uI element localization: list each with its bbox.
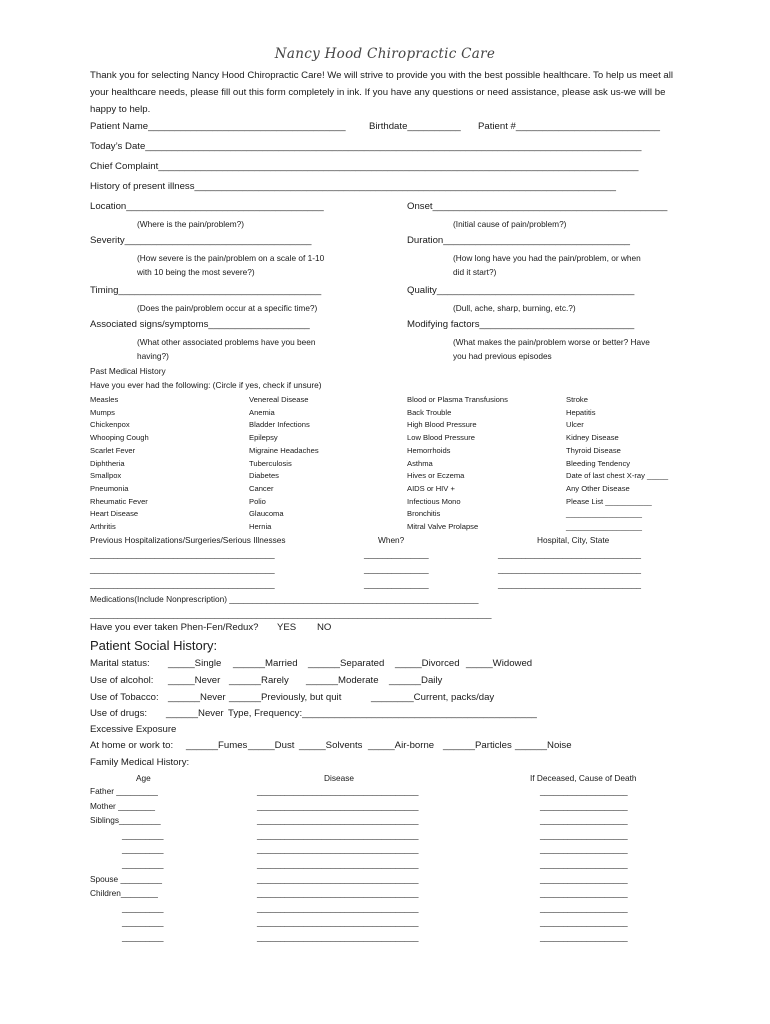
family-cause-of-death-line[interactable]: ___________________: [540, 888, 628, 899]
location-hint: (Where is the pain/problem?): [137, 219, 244, 229]
hospitalization-when-line[interactable]: ______________: [364, 564, 429, 574]
disease-option[interactable]: Arthritis: [90, 522, 116, 531]
disease-option[interactable]: Smallpox: [90, 471, 122, 481]
timing-hint: (Does the pain/problem occur at a specific time?): [137, 303, 318, 313]
disease-option[interactable]: Polio: [249, 496, 266, 506]
exposure-solvents-option[interactable]: _____Solvents: [299, 740, 363, 751]
tobacco-use-label: Use of Tobacco:: [90, 692, 159, 703]
disease-option[interactable]: Bladder Infections: [249, 420, 310, 430]
disease-option[interactable]: Glaucoma: [249, 509, 284, 519]
family-age-column-header: Age: [136, 773, 151, 783]
severity-hint-line2: with 10 being the most severe?): [137, 267, 255, 277]
excessive-exposure-heading: Excessive Exposure: [90, 724, 177, 735]
disease-option[interactable]: Cancer: [249, 483, 274, 493]
disease-option[interactable]: Hepatitis: [566, 407, 596, 417]
family-cause-of-death-line[interactable]: ___________________: [540, 859, 628, 869]
family-disease-line[interactable]: ___________________________________: [257, 888, 419, 899]
family-cause-of-death-line[interactable]: ___________________: [540, 844, 628, 855]
family-history-heading: Family Medical History:: [90, 757, 190, 768]
patient-number-field[interactable]: Patient #___________________________: [478, 121, 660, 132]
form-title: Nancy Hood Chiropractic Care: [274, 46, 496, 62]
family-disease-line[interactable]: ___________________________________: [257, 932, 419, 942]
drugs-type-frequency-field[interactable]: Type, Frequency:____________________________________________: [228, 708, 537, 719]
associated-hint-line2: having?): [137, 351, 169, 361]
disease-option[interactable]: __________________: [566, 522, 643, 531]
hospitalization-when-line[interactable]: ______________: [364, 579, 429, 589]
pmh-heading: Past Medical History: [90, 366, 166, 376]
disease-option[interactable]: Epilepsy: [249, 433, 278, 443]
intro-paragraph: Thank you for selecting Nancy Hood Chiropractic Care! We will strive to provide you with the best possible healthcare. To help us meet all your healthcare needs, please fill out this form completely in ink. If you have any questions or need assistance, please ask us-we will be happy to help.: [90, 70, 674, 115]
disease-option[interactable]: AIDS or HIV +: [407, 483, 455, 493]
hospitalization-place-line[interactable]: _______________________________: [498, 549, 642, 559]
exposure-particles-option[interactable]: ______Particles: [443, 740, 512, 751]
disease-option[interactable]: Date of last chest X-ray _____: [566, 471, 669, 481]
disease-option[interactable]: Pneumonia: [90, 483, 129, 493]
disease-option[interactable]: Venereal Disease: [249, 395, 309, 404]
hospitalization-illness-line[interactable]: ________________________________________: [90, 549, 275, 559]
disease-option[interactable]: Bronchitis: [407, 509, 441, 519]
modifying-factors-field[interactable]: Modifying factors_____________________________: [407, 319, 635, 330]
family-cause-of-death-line[interactable]: ___________________: [540, 902, 628, 913]
marital-widowed-option[interactable]: _____Widowed: [466, 658, 533, 669]
hospitalizations-when-label: When?: [378, 535, 405, 545]
family-disease-line[interactable]: ___________________________________: [257, 844, 419, 855]
drugs-never-option[interactable]: ______Never: [166, 708, 224, 719]
family-child-age-line[interactable]: _________: [122, 902, 164, 913]
family-disease-line[interactable]: ___________________________________: [257, 800, 419, 811]
exposure-noise-option[interactable]: ______Noise: [515, 740, 572, 751]
disease-option[interactable]: Back Trouble: [407, 407, 452, 417]
family-sibling-age-line[interactable]: _________: [122, 829, 164, 840]
disease-option[interactable]: __________________: [566, 509, 643, 519]
family-sibling-age-line[interactable]: _________: [122, 859, 164, 869]
hospitalization-illness-line[interactable]: ________________________________________: [90, 579, 275, 589]
onset-field[interactable]: Onset____________________________________________: [407, 201, 668, 212]
disease-option[interactable]: Blood or Plasma Transfusions: [407, 395, 508, 404]
medications-extra-line[interactable]: _______________________________________________________________________________________: [90, 609, 492, 619]
history-present-illness-field[interactable]: History of present illness_______________________________________________________________________________: [90, 181, 617, 192]
medications-field[interactable]: Medications(Include Nonprescription) ______________________________________________________: [90, 594, 479, 604]
modifying-hint-line2: you had previous episodes: [453, 351, 552, 361]
marital-status-label: Marital status:: [90, 658, 150, 669]
social-history-heading: Patient Social History:: [90, 638, 218, 653]
exposure-label: At home or work to:: [90, 740, 174, 751]
disease-option[interactable]: Tuberculosis: [249, 458, 292, 468]
exposure-fumes-option[interactable]: ______Fumes: [186, 740, 248, 751]
marital-married-option[interactable]: ______Married: [233, 658, 298, 669]
family-disease-line[interactable]: ___________________________________: [257, 917, 419, 928]
associated-hint-line1: (What other associated problems have you been: [137, 337, 316, 347]
disease-option[interactable]: Low Blood Pressure: [407, 433, 475, 443]
family-disease-line[interactable]: ___________________________________: [257, 815, 419, 826]
chief-complaint-field[interactable]: Chief Complaint__________________________________________________________________________________________: [90, 161, 639, 172]
severity-field[interactable]: Severity___________________________________: [90, 235, 312, 246]
disease-option[interactable]: Migraine Headaches: [249, 445, 319, 455]
modifying-hint-line1: (What makes the pain/problem worse or better? Have: [453, 337, 650, 347]
disease-option[interactable]: Heart Disease: [90, 509, 139, 519]
disease-option[interactable]: Asthma: [407, 458, 433, 468]
disease-option[interactable]: High Blood Pressure: [407, 420, 477, 430]
family-deceased-column-header: If Deceased, Cause of Death: [530, 773, 637, 783]
disease-option[interactable]: Scarlet Fever: [90, 445, 136, 455]
marital-divorced-option[interactable]: _____Divorced: [395, 658, 460, 669]
marital-single-option[interactable]: _____Single: [168, 658, 222, 669]
duration-field[interactable]: Duration___________________________________: [407, 235, 631, 246]
disease-option[interactable]: Rheumatic Fever: [90, 496, 148, 506]
exposure-dust-option[interactable]: _____Dust: [248, 740, 295, 751]
family-children-age[interactable]: Children________: [90, 888, 158, 899]
disease-option[interactable]: Chickenpox: [90, 420, 130, 430]
family-child-age-line[interactable]: _________: [122, 932, 164, 942]
family-cause-of-death-line[interactable]: ___________________: [540, 815, 628, 826]
marital-separated-option[interactable]: ______Separated: [308, 658, 385, 669]
family-disease-line[interactable]: ___________________________________: [257, 859, 419, 869]
disease-option[interactable]: Mitral Valve Prolapse: [407, 522, 479, 531]
alcohol-daily-option[interactable]: ______Daily: [389, 675, 443, 686]
family-disease-line[interactable]: ___________________________________: [257, 873, 419, 884]
family-cause-of-death-line[interactable]: ___________________: [540, 932, 628, 942]
disease-option[interactable]: Diabetes: [249, 471, 279, 481]
disease-option[interactable]: Bleeding Tendency: [566, 458, 631, 468]
family-cause-of-death-line[interactable]: ___________________: [540, 917, 628, 928]
tobacco-never-option[interactable]: ______Never: [168, 692, 226, 703]
disease-option[interactable]: Diphtheria: [90, 458, 125, 468]
phen-fen-question: Have you ever taken Phen-Fen/Redux?: [90, 622, 259, 633]
disease-option[interactable]: Kidney Disease: [566, 433, 619, 443]
family-cause-of-death-line[interactable]: ___________________: [540, 786, 628, 796]
disease-option[interactable]: Mumps: [90, 407, 115, 417]
family-spouse-age[interactable]: Spouse _________: [90, 873, 162, 884]
timing-field[interactable]: Timing______________________________________: [90, 285, 322, 296]
hospitalization-when-line[interactable]: ______________: [364, 549, 429, 559]
disease-option[interactable]: Anemia: [249, 407, 275, 417]
duration-hint-line2: did it start?): [453, 267, 497, 277]
disease-option[interactable]: Infectious Mono: [407, 496, 461, 506]
disease-option[interactable]: Thyroid Disease: [566, 445, 621, 455]
disease-option[interactable]: Please List ___________: [566, 496, 652, 506]
quality-hint: (Dull, ache, sharp, burning, etc.?): [453, 303, 576, 313]
tobacco-current-option[interactable]: ________Current, packs/day: [371, 692, 495, 703]
hospitalization-place-line[interactable]: _______________________________: [498, 564, 642, 574]
onset-hint: (Initial cause of pain/problem?): [453, 219, 567, 229]
location-field[interactable]: Location_____________________________________: [90, 201, 324, 212]
disease-option[interactable]: Any Other Disease: [566, 483, 630, 493]
duration-hint-line1: (How long have you had the pain/problem, or when: [453, 253, 641, 263]
family-cause-of-death-line[interactable]: ___________________: [540, 873, 628, 884]
disease-option[interactable]: Stroke: [566, 395, 588, 404]
family-mother-age[interactable]: Mother ________: [90, 800, 156, 811]
disease-option[interactable]: Whooping Cough: [90, 433, 149, 443]
severity-hint-line1: (How severe is the pain/problem on a scale of 1-10: [137, 253, 325, 263]
family-child-age-line[interactable]: _________: [122, 917, 164, 928]
todays-date-field[interactable]: Today’s Date_____________________________________________________________________________________________: [90, 141, 642, 152]
disease-option[interactable]: Ulcer: [566, 420, 584, 430]
associated-symptoms-field[interactable]: Associated signs/symptoms___________________: [90, 319, 310, 330]
alcohol-never-option[interactable]: _____Never: [168, 675, 221, 686]
family-disease-line[interactable]: ___________________________________: [257, 902, 419, 913]
phen-fen-yes-option[interactable]: YES: [277, 622, 297, 633]
hospitalization-illness-line[interactable]: ________________________________________: [90, 564, 275, 574]
disease-option[interactable]: Hernia: [249, 522, 272, 531]
disease-option[interactable]: Measles: [90, 395, 119, 404]
disease-option[interactable]: Hemorrhoids: [407, 445, 451, 455]
quality-field[interactable]: Quality_____________________________________: [407, 285, 635, 296]
family-siblings-age[interactable]: Siblings_________: [90, 815, 161, 826]
hospitalizations-label: Previous Hospitalizations/Surgeries/Serious Illnesses: [90, 535, 286, 545]
family-sibling-age-line[interactable]: _________: [122, 844, 164, 855]
family-cause-of-death-line[interactable]: ___________________: [540, 800, 628, 811]
family-disease-column-header: Disease: [324, 773, 354, 783]
family-disease-line[interactable]: ___________________________________: [257, 829, 419, 840]
family-disease-line[interactable]: ___________________________________: [257, 786, 419, 796]
hospitalizations-place-label: Hospital, City, State: [537, 535, 610, 545]
hospitalization-place-line[interactable]: _______________________________: [498, 579, 642, 589]
alcohol-moderate-option[interactable]: ______Moderate: [306, 675, 379, 686]
alcohol-use-label: Use of alcohol:: [90, 675, 154, 686]
patient-name-field[interactable]: Patient Name_____________________________________: [90, 121, 346, 132]
family-cause-of-death-line[interactable]: ___________________: [540, 829, 628, 840]
exposure-airborne-option[interactable]: _____Air-borne: [368, 740, 435, 751]
birthdate-field[interactable]: Birthdate__________: [369, 121, 461, 132]
phen-fen-no-option[interactable]: NO: [317, 622, 332, 633]
tobacco-quit-option[interactable]: ______Previously, but quit: [229, 692, 342, 703]
pmh-question: Have you ever had the following: (Circle if yes, check if unsure): [90, 380, 322, 390]
alcohol-rarely-option[interactable]: ______Rarely: [229, 675, 289, 686]
family-father-age[interactable]: Father _________: [90, 786, 158, 796]
disease-option[interactable]: Hives or Eczema: [407, 471, 465, 481]
drug-use-label: Use of drugs:: [90, 708, 148, 719]
